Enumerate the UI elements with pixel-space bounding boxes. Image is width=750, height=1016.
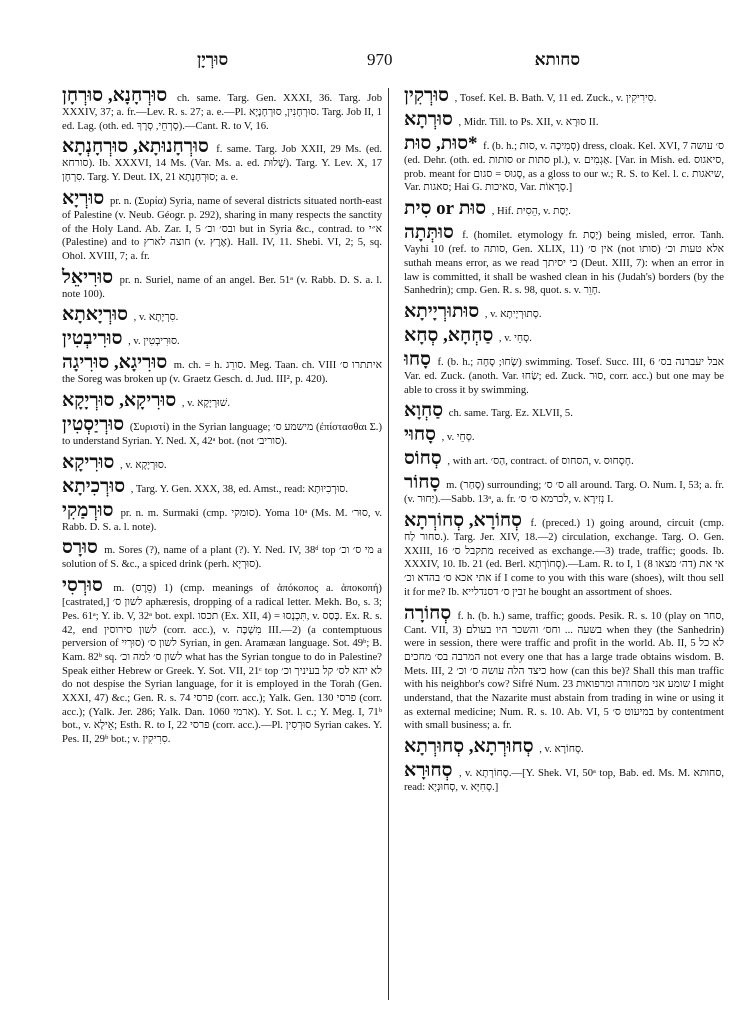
dictionary-entry — [62, 268, 382, 302]
entry-headword: סְחוֹס — [404, 448, 442, 470]
entry-definition: pr. n. m. Surmaki (cmp. סומקי). Yoma 10ᵃ (Ms. M. סוּר׳, v. Rabb. D. S. a. l. note). — [62, 507, 382, 533]
dictionary-entry — [62, 415, 382, 449]
entry-definition: , v. סְחֵי. — [441, 432, 475, 444]
dictionary-entry — [62, 329, 382, 349]
dictionary-entry — [62, 538, 382, 572]
entry-definition: f. (homilet. etymology fr. יָסַת) being misled, error. Tanh. Vayhi 10 (ref. to סותה, Gen. XLIX, 11) אין ס׳ (not סותו) אלא טעות וכ׳ suthah means error, as we read כי יסיתך (Deut. XIII, 7): when an error in law is committed, it shall be washed clean in his (Judah's) borders (by the Sanhedrin); cmp. Gen. R. s. 98, quot. s. v. חָוֵר. — [404, 230, 725, 297]
entry-headword: סַחְחָא, סְחָא — [404, 324, 494, 346]
dictionary-entry — [404, 110, 724, 130]
dictionary-entry — [62, 453, 382, 473]
entry-definition: , v. סוּרִיבְטִין. — [128, 336, 180, 348]
entry-headword: סְחוּרָא — [404, 760, 453, 782]
dictionary-entry — [404, 449, 724, 469]
header-catchword-left: סוּרְיָן — [197, 50, 229, 69]
entry-headword: סוּרָס — [62, 537, 98, 559]
entry-definition: m. Sores (?), name of a plant (?). Y. Ned. IV, 38ᵈ top מי ס׳ וכ׳ a solution of S. &c., a spiced drink (perh. סוּרְיָא). — [62, 545, 382, 571]
page-number: 970 — [367, 50, 393, 69]
dictionary-entry — [404, 604, 724, 734]
entry-definition: f. h. (b. h.) same, traffic; goods. Pesik. R. s. 10 (play on סחר, Cant. VII, 3) בשעה ... וחס׳ והשכר היו בעולם when they (the Sanhedrin) were in session, there were traffic and profit in the world. Ab. II, 5 לא כל המרבה בס׳ מחכים not every one that has a large trade obtains wisdom. B. Mets. III, 2 כיצד הלה עושה ס׳ וכ׳ how (can this be)? Shall this man traffic with his neighbor's cow? Sifré Num. 23 שומע אני מסחורה ומרפואות I might understand, that the Nazarite must abstain from trading in wine or using it as external medicine; Num. R. s. 10. Ab. VI, 5 במיעוט ס׳ by contentment with small business; a. fr. — [404, 610, 725, 732]
dictionary-entry — [404, 737, 724, 757]
dictionary-entry — [62, 576, 382, 747]
entry-definition: (Συριστί) in the Syrian language; מישמע ס׳ (ἐπίστασθαι Σ.) to understand Syrian. Y. Ned. X, 42ᵃ bot. (not סוריב׳). — [62, 422, 382, 448]
dictionary-entry — [404, 86, 724, 106]
right-column — [404, 86, 724, 799]
entry-definition: , v. סִרְיָתָא. — [133, 312, 179, 324]
entry-definition: , Hif. הֵסִית, v. יָסַת. — [491, 206, 571, 218]
entry-headword: סְחוֹרָא, סְחוֹרְתָא — [404, 510, 522, 532]
entry-definition: f. (b. h.; סות, v. סְמִיכָה) dress, cloak. Kel. XVI, 7 ס׳ עושה (ed. Dehr. (oth. ed. סותות or סתות pl.), v. אַגְמִים. [Var. in Mish. ed. סיאגוס, prob. meant for סָגוּס = סגום, as a gloss to our w.; R. S. to Kel. l. c. שיאגות, Var. סאגות; Hai G. סאיכות, Var. סְרָאוֹת.] — [404, 141, 724, 194]
entry-definition: m. (סָחַר) surrounding; ס׳ ס׳ all around. Targ. O. Num. I, 53; a. fr. (v. יַחוּר).—Sabb. 13ᵃ, a. fr. לכרמא ס׳ ס׳, v. נְזִירָא I. — [404, 480, 724, 506]
entry-definition: , Midr. Till. to Ps. XII, v. סוּרָא II. — [458, 117, 599, 128]
entry-headword: סוּרְסִי — [62, 575, 103, 597]
dictionary-entry — [62, 137, 382, 184]
entry-headword: סוּרִיבְטִין — [62, 328, 123, 350]
entry-definition: , Targ. Y. Gen. XXX, 38, ed. Amst., read: סוּרְכִיוּתָא. — [130, 483, 348, 495]
dictionary-entry — [62, 86, 382, 133]
dictionary-entry — [62, 353, 382, 387]
entry-headword: סוּרְיָאתָא — [62, 304, 128, 326]
dictionary-entry — [404, 761, 724, 795]
entry-definition: pr. n. (Συρία) Syria, name of several districts situated north-east of Palestine (v. Neub. Géogr. p. 292), sharing in many respects the sanctity of the Holy Land. Ab. Zar. I, 5 ובס׳ וכ׳ but in Syria &c., contrad. to א״י (Palestine) and to חוצה לארץ (v. אֶרֶץ). Hall. IV, 11. Shebi. VI, 2; 5, sq. Ohol. XVIII, 7; a. fr. — [62, 195, 382, 262]
entry-headword: סָחוֹר — [404, 472, 441, 494]
entry-headword: סָחוּי — [404, 424, 436, 446]
entry-definition: , Tosef. Kel. B. Bath. V, 11 ed. Zuck., v. סִירִיקִין. — [454, 93, 657, 104]
dictionary-entry — [404, 302, 724, 322]
entry-headword: סְחוּרְתָא, סְחוּרְתָא — [404, 736, 534, 758]
header-catchword-right: סחותא — [534, 50, 580, 69]
entry-definition: m. ch. = h. סורֵג. Meg. Taan. ch. VIII איתתרו ס׳ the Soreg was broken up (v. Graetz Gesch. d. Jud. III², p. 420). — [62, 360, 382, 386]
dictionary-entry — [404, 511, 724, 600]
entry-headword: סוּתְּתָה — [404, 222, 454, 244]
entry-definition: , v. שׁוּרְיָקָא. — [181, 398, 230, 410]
entry-headword: סוּרְיַסְטִין — [62, 414, 125, 436]
entry-headword: סוּרְקִין — [404, 85, 449, 106]
entry-headword: סוּת or סִית — [404, 198, 487, 220]
entry-headword: סוּתוּרְיָיתָא — [404, 300, 480, 322]
dictionary-entry — [62, 189, 382, 264]
entry-headword: סוּרִיקָא — [62, 451, 115, 473]
entry-definition: , v. סְחוֹרָא. — [539, 744, 584, 756]
dictionary-entry — [62, 501, 382, 535]
entry-headword: סוּרְתָא — [404, 109, 453, 130]
entry-headword: סוּרְחָנוּתָא, סוּרְחָנְתָא — [62, 136, 209, 158]
dictionary-entry — [404, 401, 724, 421]
page-header — [62, 50, 692, 72]
entry-definition: , v. סְחוֹרְתָא.—[Y. Shek. VI, 50ᵃ top, Bab. ed. Ms. M. סחותא, read: סְחוּנְיָא, v. סְחִיָּא.] — [404, 768, 725, 794]
left-column — [62, 86, 382, 751]
entry-headword: סוּרְחָנָא, סוּרְחָן — [62, 85, 168, 106]
dictionary-entry — [404, 473, 724, 507]
entry-headword: סוּרְמַקִי — [62, 499, 114, 521]
dictionary-entry — [404, 223, 724, 298]
entry-definition: , with art. הַס׳, contract. of הסחוס, v. חָסְחוּס. — [447, 456, 634, 468]
dictionary-entry — [404, 326, 724, 346]
entry-headword: סוּרְכִיתָא — [62, 475, 126, 497]
entry-definition: ch. same. Targ. Ez. XLVII, 5. — [448, 408, 573, 420]
entry-definition: m. (סֵרֶס) 1) (cmp. meanings of ἀπόκοπος a. ἀποκοπή) [castrated,] לשון ס׳ aphæresis, dropping of a radical letter. Mekh. Bo, s. 3; Pes. 61ᵃ; Y. ib. V, 32ᵃ bot. expl. תכסו (Ex. XII, 4) = תִּכְנְסוּ, v. כָּסַס. Ex. R. s. 42, end לשון סירוסין (corr. acc.), v. מִשְׁכָּה III.—2) (a contemptuous perversion of סוּרְיִי) לשון ס׳ Syrian, in gen. Aramæan language. Sot. 49ᵇ; B. Kam. 82ᵇ sq. לשון ס׳ למה וכ׳ what has the Syrian tongue to do in Palestine? Speak either Hebrew or Greek. Y. Sot. VII, 21ᶜ top לא יהא לס׳ קל בעיניך וכ׳ do not despise the Syrian language, for it is employed in the Torah (Gen. XXXI, 47) &c.; Gen. R. s. 74 פרסי (corr. acc.); Yalk. Gen. 130 פרסי (corr. acc.); (Yalk. Jer. 286; Yalk. Dan. 1060 ארמי). Y. Sot. l. c.; Y. Meg. I, 71ᵇ bot., v. אֵילָא; Esth. R. to I, 22 פרסי (corr. acc.).—Pl. סוּרְסִין Syrian cakes. Y. Pes. II, 29ᵇ bot.; v. סִרִיקִין. — [62, 583, 383, 746]
entry-headword: סַחְוָא — [404, 400, 444, 422]
dictionary-entry — [404, 425, 724, 445]
dictionary-entry — [404, 350, 724, 397]
entry-definition: ch. same. Targ. Gen. XXXI, 36. Targ. Job XXXIV, 37; a. fr.—Lev. R. s. 27; a. e.—Pl. סוּרְחָנִין, סוּרְחָנָיָא. Targ. Job II, 1 ed. Lag. (oth. ed. סְרְחֵי, סְרָךְ).—Cant. R. to V, 16. — [62, 93, 382, 132]
dictionary-entry — [404, 199, 724, 219]
dictionary-entry — [62, 391, 382, 411]
entry-definition: f. (b. h.; שָׂחוּ; סָחָה) swimming. Tosef. Succ. III, 6 אבל יעברנה בס׳ Var. ed. Zuck. (anoth. Var. שַׂחוּ; ed. Zuck. סוּר, corr. acc.) but one may be able to cross it by swimming. — [404, 356, 725, 396]
entry-definition: , v. סְחֵי. — [498, 332, 532, 344]
entry-headword: סוּרְיָא — [62, 187, 105, 209]
entry-headword: סָחוּ — [404, 348, 431, 370]
entry-headword: סְחוֹרָה — [404, 602, 452, 624]
entry-definition: pr. n. Suriel, name of an angel. Ber. 51ᵃ (v. Rabb. D. S. a. l. note 100). — [62, 274, 382, 300]
entry-headword: סוּרִיגָא, סוּרִיגָה — [62, 352, 168, 374]
entry-headword: סוּרִיקָא, סוּרְיָקָא — [62, 390, 177, 412]
entry-definition: f. (preced.) 1) going around, circuit (cmp. סחור לַח.). Targ. Jer. XIV, 18.—2) circulation, exchange. Targ. O. Gen. XXIII, 16 מתקבל ס׳ received as exchange.—3) trade, traffic; goods. Ib. XXXIV, 10. Ib. 21 (ed. Berl. סְחוֹרְתָא).—Lam. R. to I, 1 (8 דה׳ מצאו) אי את אתי אכא ס׳ בהדא וכ׳ if I come to you with this ware (shoes), wilt thou sell it for me? Ib. זבין ס׳ דסנדלייא he bought an assortment of shoes. — [404, 518, 725, 598]
entry-headword: סוּרִיאֵל — [62, 266, 114, 288]
dictionary-entry — [62, 477, 382, 497]
dictionary-entry — [404, 134, 724, 195]
entry-definition: , v. סְתוּרְיָיתָא. — [484, 308, 542, 320]
entry-definition: , v. סוּרְיָקָא. — [120, 459, 167, 471]
dictionary-entry — [62, 305, 382, 325]
entry-headword: *סוּת, סוּת — [404, 133, 478, 154]
entry-definition: f. same. Targ. Job XXII, 29 Ms. (ed. סורחא). Ib. XXXVI, 14 Ms. (Var. Ms. a. ed. שְׁלוּת). Targ. Y. Lev. X, 17 סִרְחָן. Targ. Y. Deut. IX, 21 סוּרְחָנְתָא; a. e. — [62, 144, 382, 184]
column-divider — [388, 88, 389, 1000]
